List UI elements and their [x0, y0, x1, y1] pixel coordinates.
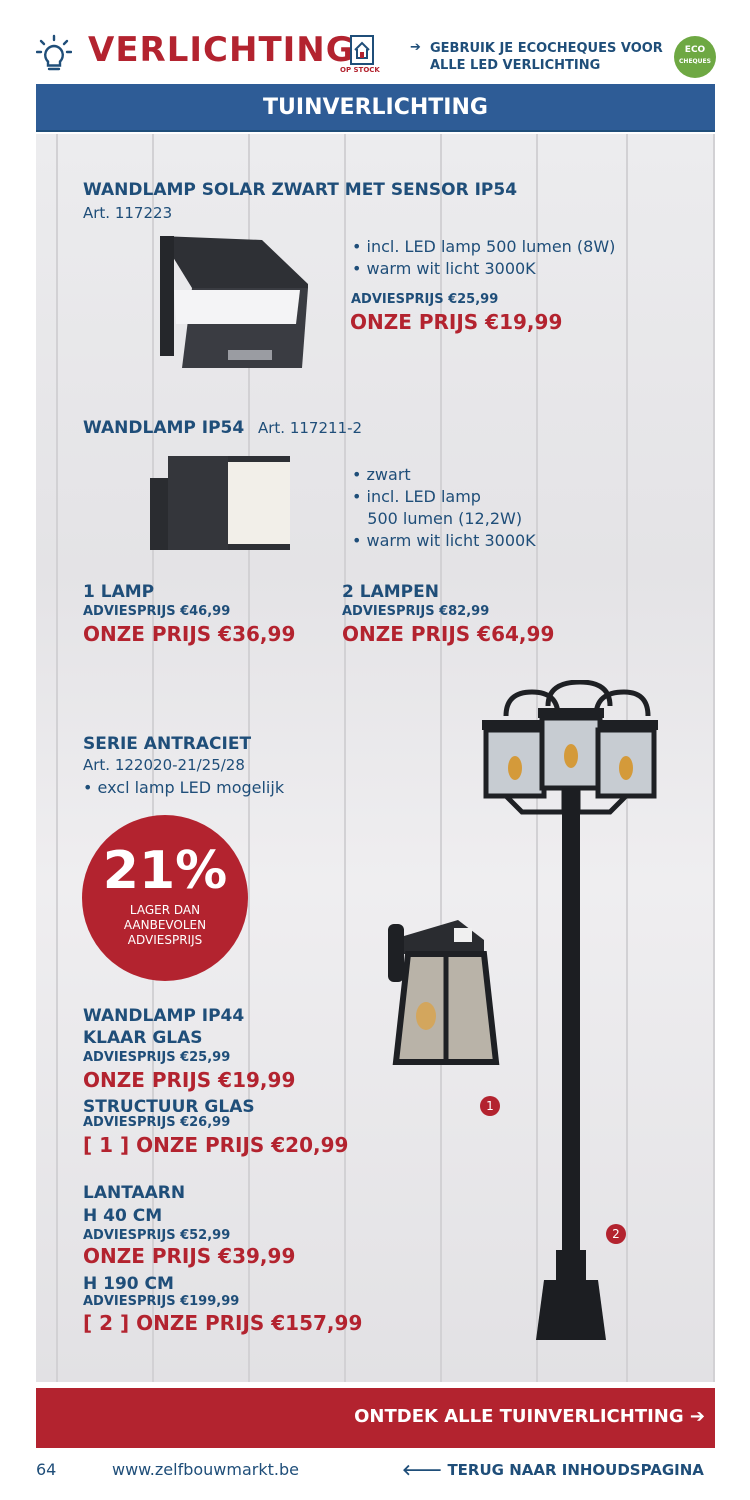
product4-advies-2: ADVIESPRIJS €199,99 — [83, 1294, 240, 1309]
ecocheque-line-1: GEBRUIK JE ECOCHEQUES VOOR — [430, 41, 663, 56]
product4-advies-1: ADVIESPRIJS €52,99 — [83, 1228, 231, 1243]
product1-bullet-2: • warm wit licht 3000K — [352, 259, 536, 278]
product2-bullet-4: • warm wit licht 3000K — [352, 531, 536, 550]
lightbulb-icon — [36, 34, 72, 74]
ecocheque-note — [430, 40, 670, 74]
eco-badge-line-1: ECO — [684, 45, 706, 55]
wall-lantern-image — [384, 914, 510, 1072]
product4-title-3: H 190 CM — [83, 1274, 174, 1294]
marker-1: 1 — [480, 1096, 500, 1116]
section-title: TUINVERLICHTING — [263, 95, 488, 120]
product2-bullet-1: • zwart — [352, 465, 411, 484]
stock-house-icon — [344, 34, 380, 66]
product2-art: Art. 117211-2 — [258, 419, 363, 437]
discount-badge — [82, 815, 248, 981]
product1-onze: ONZE PRIJS €19,99 — [350, 310, 563, 334]
product3-advies-2: ADVIESPRIJS €26,99 — [83, 1115, 231, 1130]
product4-title-1: LANTAARN — [83, 1183, 186, 1203]
product1-advies: ADVIESPRIJS €25,99 — [351, 292, 499, 307]
product2-opt1-onze: ONZE PRIJS €36,99 — [83, 622, 296, 646]
product3-title-2: KLAAR GLAS — [83, 1028, 203, 1048]
product3-onze-1: ONZE PRIJS €19,99 — [83, 1068, 296, 1092]
product2-opt2-onze: ONZE PRIJS €64,99 — [342, 622, 555, 646]
product1-art: Art. 117223 — [83, 204, 173, 222]
cta-bar[interactable] — [36, 1388, 715, 1448]
back-to-contents-link[interactable]: 🡐 TERUG NAAR INHOUDSPAGINA — [402, 1461, 704, 1479]
serie-bullet: • excl lamp LED mogelijk — [83, 778, 285, 797]
product2-opt2-label: 2 LAMPEN — [342, 582, 439, 602]
discount-line-2: AANBEVOLEN — [123, 918, 207, 932]
marker-2: 2 — [606, 1224, 626, 1244]
serie-title: SERIE ANTRACIET — [83, 734, 252, 754]
cube-wall-lamp-image — [148, 450, 294, 558]
product2-opt1-advies: ADVIESPRIJS €46,99 — [83, 604, 231, 619]
page-title: VERLICHTING — [88, 30, 355, 70]
product2-title: WANDLAMP IP54 — [83, 418, 245, 438]
product3-title-3: STRUCTUUR GLAS — [83, 1097, 255, 1117]
product3-onze-2: [ 1 ] ONZE PRIJS €20,99 — [83, 1133, 349, 1157]
product2-opt1-label: 1 LAMP — [83, 582, 155, 602]
product2-opt2-advies: ADVIESPRIJS €82,99 — [342, 604, 490, 619]
arrow-right-icon: ➔ — [410, 40, 421, 55]
product3-title-1: WANDLAMP IP44 — [83, 1006, 245, 1026]
ecocheque-line-2: ALLE LED VERLICHTING — [430, 58, 601, 73]
ecocheques-badge — [674, 36, 716, 78]
product4-onze-1: ONZE PRIJS €39,99 — [83, 1244, 296, 1268]
solar-wall-lamp-image — [152, 228, 312, 376]
product2-bullet-2: • incl. LED lamp — [352, 487, 481, 506]
discount-line-3: ADVIESPRIJS — [127, 933, 203, 947]
discount-percent: 21% — [102, 841, 228, 901]
product4-onze-2: [ 2 ] ONZE PRIJS €157,99 — [83, 1311, 363, 1335]
cta-link[interactable]: ONTDEK ALLE TUINVERLICHTING ➔ — [354, 1406, 705, 1427]
discount-line-1: LAGER DAN — [129, 903, 201, 917]
product4-title-2: H 40 CM — [83, 1206, 163, 1226]
page-number: 64 — [36, 1460, 57, 1479]
product1-bullet-1: • incl. LED lamp 500 lumen (8W) — [352, 237, 616, 256]
stock-label: OP STOCK — [340, 66, 380, 74]
section-title-bar — [36, 84, 715, 132]
website-link[interactable]: www.zelfbouwmarkt.be — [112, 1460, 299, 1479]
product3-advies-1: ADVIESPRIJS €25,99 — [83, 1050, 231, 1065]
product2-bullet-3: 500 lumen (12,2W) — [352, 509, 523, 528]
serie-art: Art. 122020-21/25/28 — [83, 756, 245, 774]
product1-title: WANDLAMP SOLAR ZWART MET SENSOR IP54 — [83, 180, 518, 200]
eco-badge-line-2: CHEQUES — [679, 58, 711, 65]
